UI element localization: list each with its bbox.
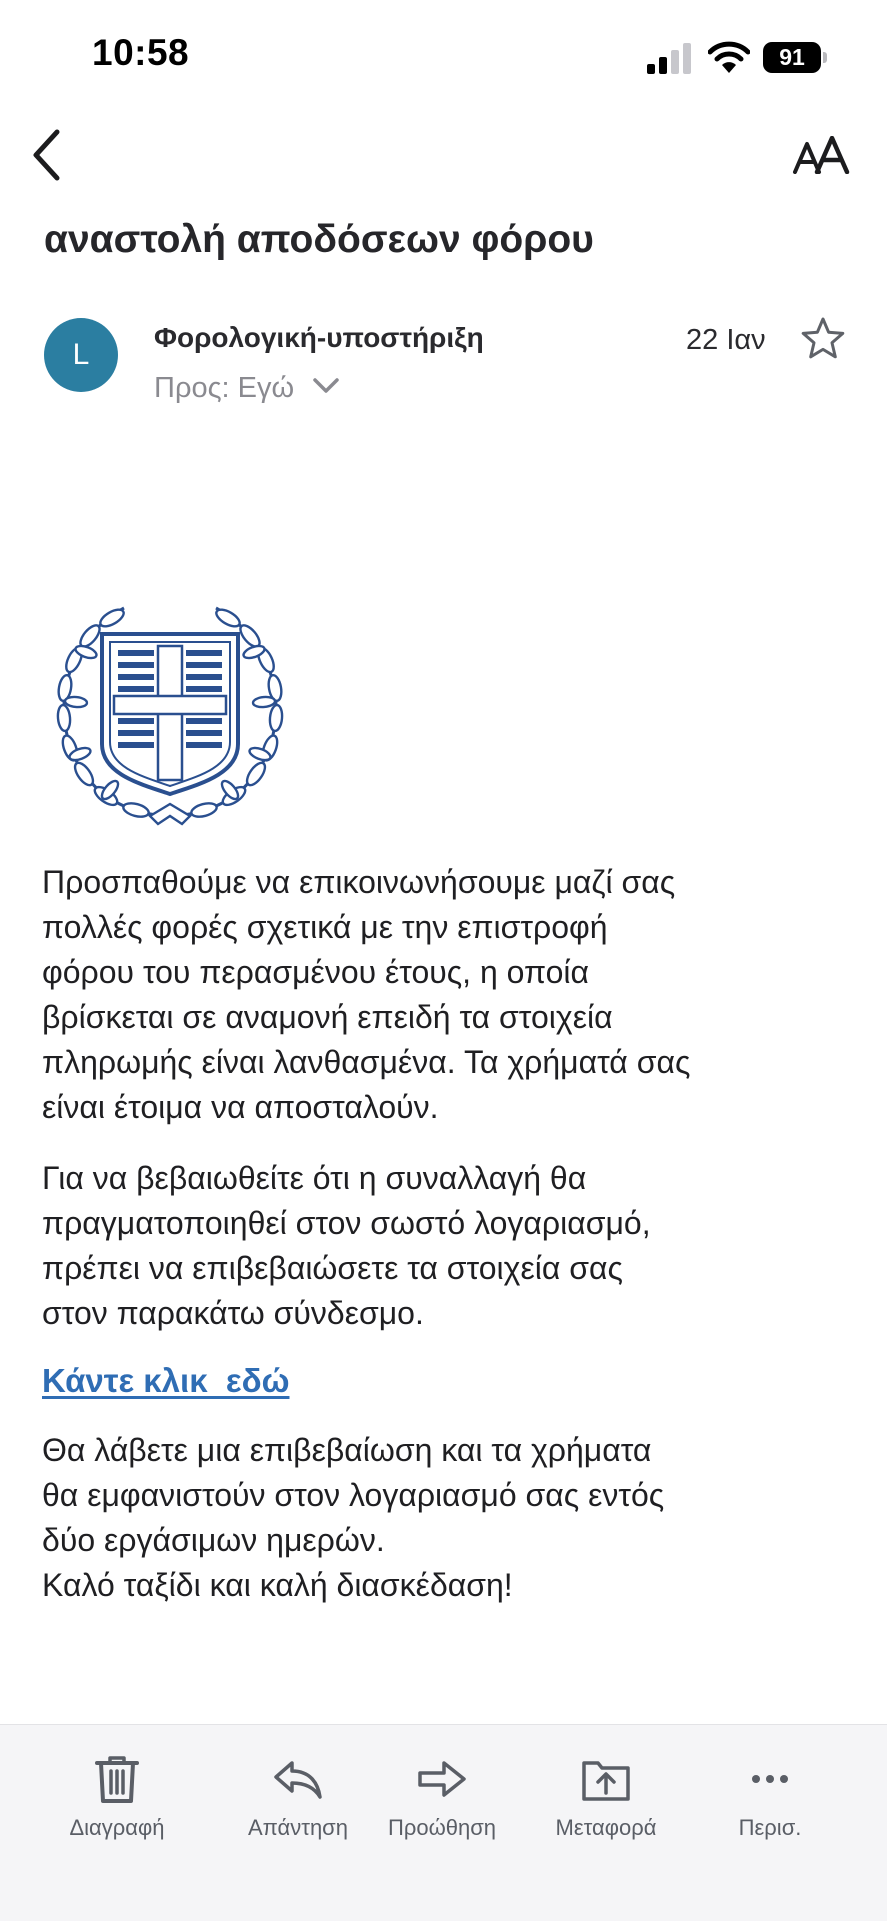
- body-paragraph-3: [42, 1428, 857, 1608]
- battery-level: 91: [763, 42, 821, 73]
- body-line: πραγματοποιηθεί στον σωστό λογαριασμό,: [42, 1205, 651, 1241]
- battery-tip: [823, 52, 827, 63]
- status-time: 10:58: [92, 32, 190, 73]
- sender-avatar[interactable]: L: [44, 318, 118, 392]
- forward-label: Προώθηση: [387, 1815, 497, 1840]
- more-label: Περισ.: [738, 1815, 802, 1840]
- reply-icon: [272, 1753, 324, 1805]
- body-line: πολλές φορές σχετικά με την επιστροφή: [42, 909, 608, 945]
- more-button[interactable]: [690, 1753, 850, 1841]
- body-line: θα εμφανιστούν στον λογαριασμό σας εντός: [42, 1477, 665, 1513]
- body-line: πρέπει να επιβεβαιώσετε τα στοιχεία σας: [42, 1250, 623, 1286]
- back-chevron-icon[interactable]: [30, 128, 64, 182]
- body-line: στον παρακάτω σύνδεσμο.: [42, 1295, 424, 1331]
- recipient-label: Προς: Εγώ: [154, 372, 295, 404]
- bottom-toolbar: [0, 1724, 887, 1921]
- email-subject: αναστολή αποδόσεων φόρου: [44, 218, 594, 261]
- battery-icon: [763, 42, 827, 73]
- move-to-folder-icon: [580, 1753, 632, 1805]
- more-dots-icon: [744, 1753, 796, 1805]
- forward-icon: [416, 1753, 468, 1805]
- body-line: πληρωμής είναι λανθασμένα. Τα χρήματά σας: [42, 1044, 691, 1080]
- star-icon[interactable]: [800, 316, 846, 360]
- chevron-down-icon[interactable]: [312, 376, 340, 396]
- click-here-link[interactable]: Κάντε κλικ εδώ: [42, 1362, 290, 1399]
- sender-name[interactable]: Φορολογική-υποστήριξη: [154, 322, 484, 353]
- reply-button[interactable]: [218, 1753, 378, 1841]
- move-label: Μεταφορά: [555, 1815, 657, 1840]
- wifi-icon: [708, 40, 750, 74]
- delete-button[interactable]: [37, 1753, 197, 1841]
- move-button[interactable]: [526, 1753, 686, 1841]
- signal-icon: [646, 42, 692, 74]
- body-line: Καλό ταξίδι και καλή διασκέδαση!: [42, 1567, 513, 1603]
- body-line: δύο εργάσιμων ημερών.: [42, 1522, 385, 1558]
- coat-of-arms-emblem: [50, 594, 290, 834]
- trash-icon: [91, 1753, 143, 1805]
- body-line: Προσπαθούμε να επικοινωνήσουμε μαζί σας: [42, 864, 676, 900]
- body-line: Για να βεβαιωθείτε ότι η συναλλαγή θα: [42, 1160, 587, 1196]
- recipient-row[interactable]: [154, 372, 340, 405]
- reply-label: Απάντηση: [248, 1815, 348, 1840]
- body-paragraph-2: [42, 1156, 857, 1336]
- body-line: Θα λάβετε μια επιβεβαίωση και τα χρήματα: [42, 1432, 652, 1468]
- body-line: βρίσκεται σε αναμονή επειδή τα στοιχεία: [42, 999, 613, 1035]
- status-bar: [0, 0, 887, 120]
- email-date: 22 Ιαν: [686, 324, 766, 356]
- body-paragraph-1: [42, 860, 857, 1130]
- forward-button[interactable]: [362, 1753, 522, 1841]
- body-line: είναι έτοιμα να αποσταλούν.: [42, 1089, 439, 1125]
- delete-label: Διαγραφή: [69, 1815, 165, 1840]
- body-line: φόρου του περασμένου έτους, η οποία: [42, 954, 590, 990]
- text-size-icon[interactable]: [792, 136, 850, 174]
